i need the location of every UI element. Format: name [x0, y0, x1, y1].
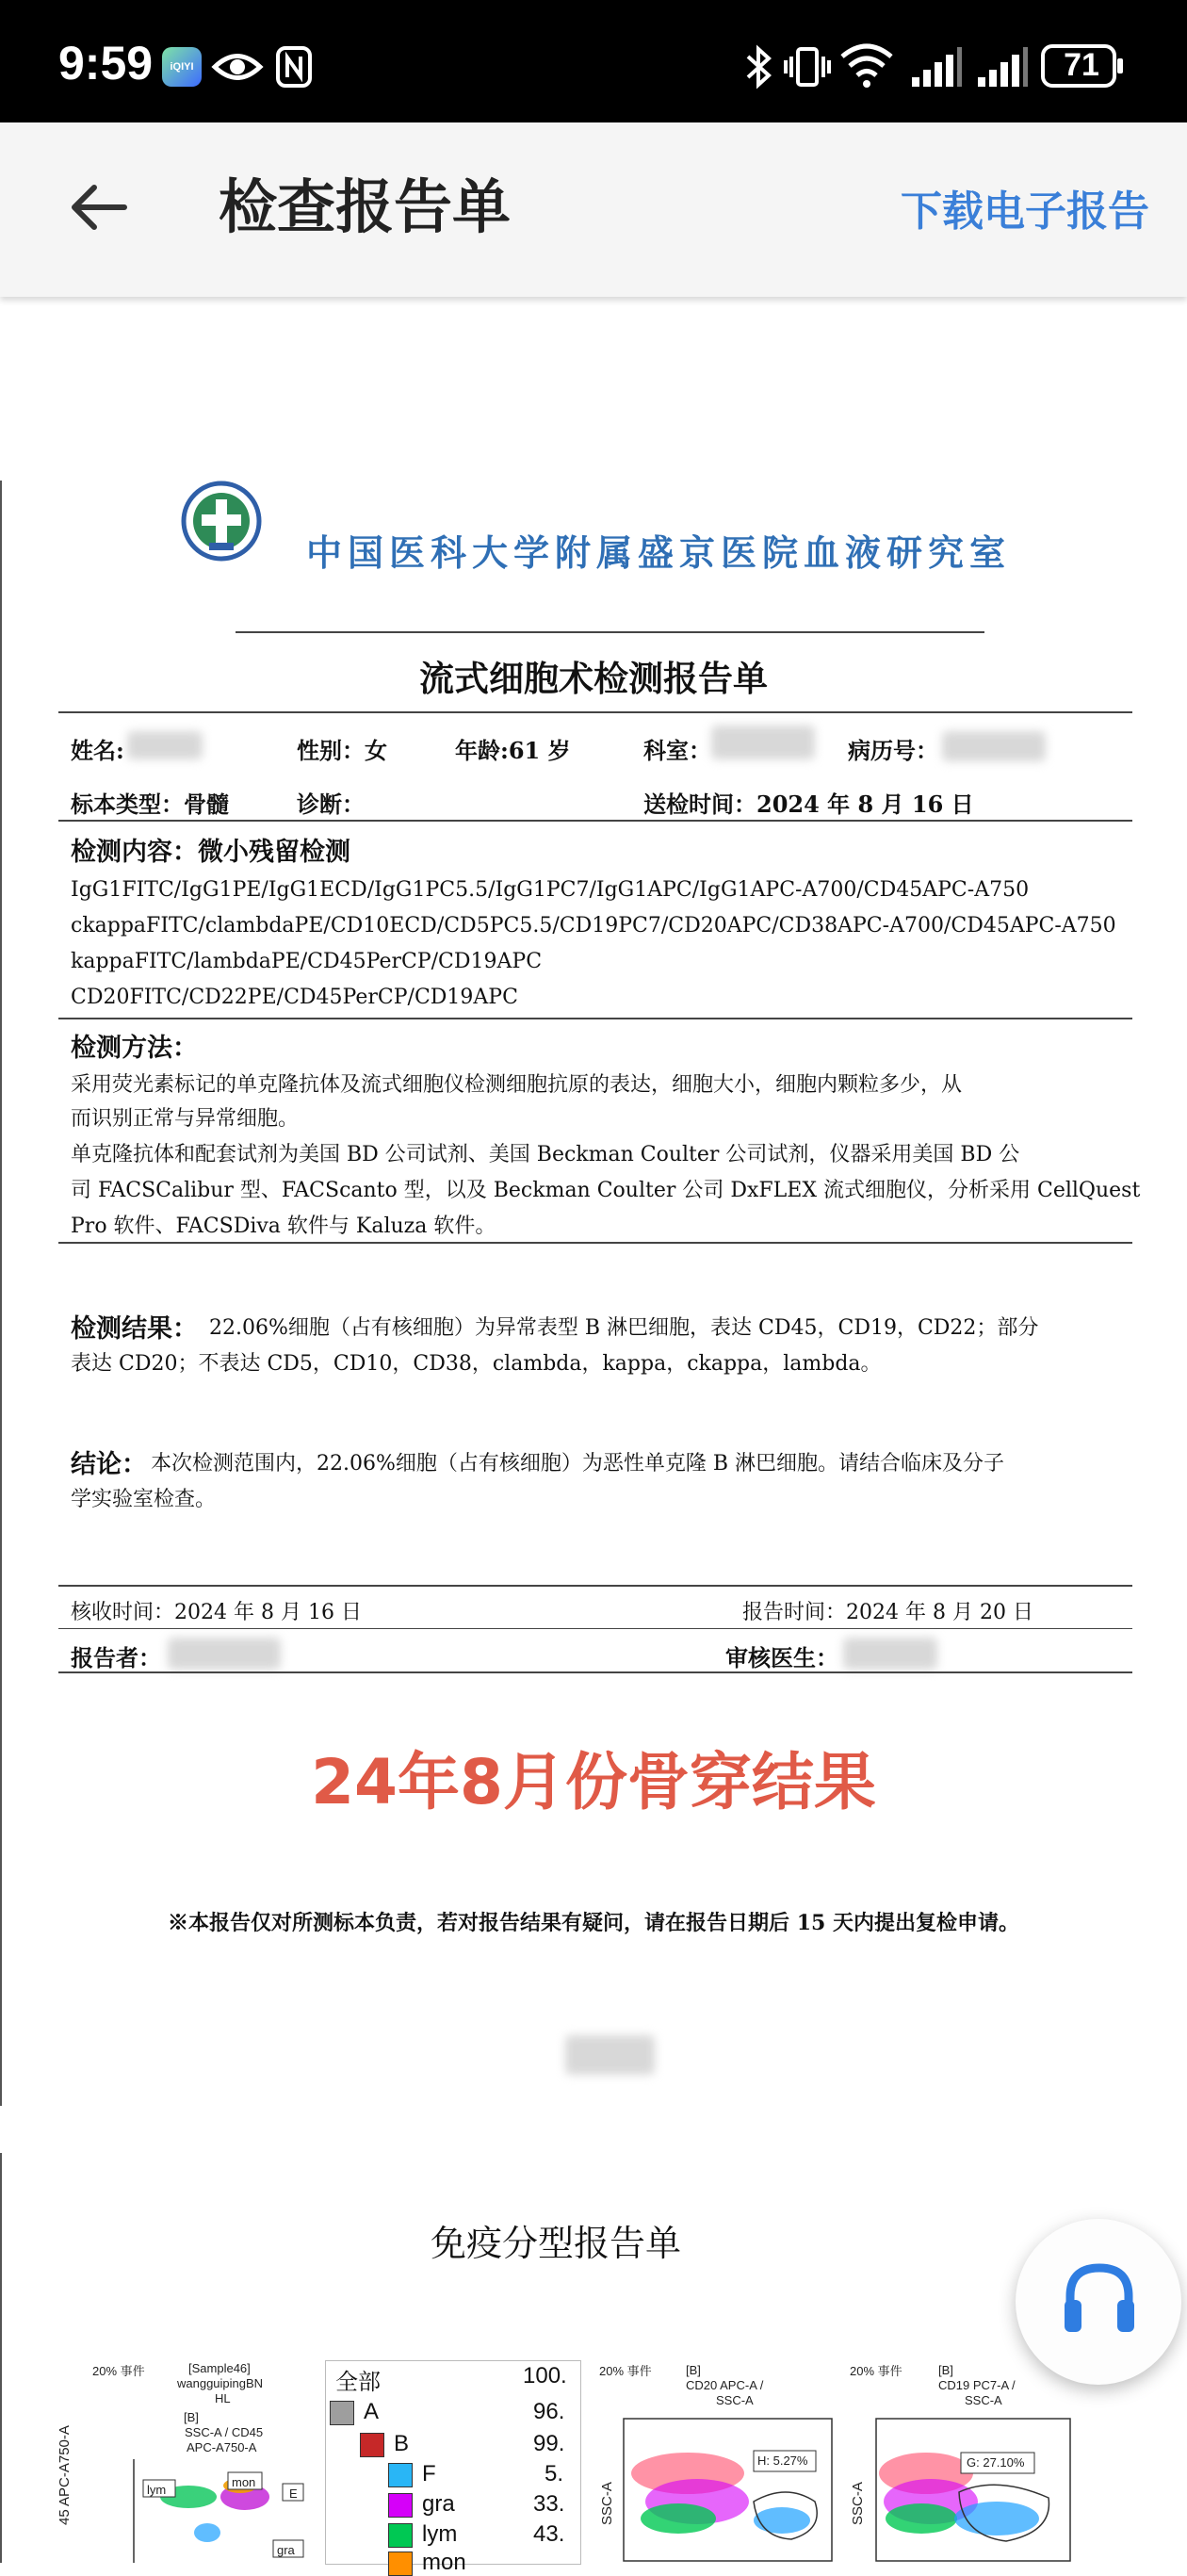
content-line: CD20FITC/CD22PE/CD45PerCP/CD19APC: [71, 986, 518, 1009]
back-arrow-icon[interactable]: [66, 174, 132, 240]
eye-icon: [211, 47, 264, 87]
content-line: IgG1FITC/IgG1PE/IgG1ECD/IgG1PC5.5/IgG1PC7/IgG1APC/IgG1APC-A700/CD45APC-A750: [71, 878, 1030, 902]
diagnosis-field: 诊断：: [297, 791, 365, 818]
tree-value: 96.: [533, 2399, 565, 2424]
plot3-ylabel: SSC-A: [850, 2482, 866, 2525]
tree-value: 100.: [523, 2363, 567, 2389]
divider: [58, 1628, 1132, 1629]
wifi-icon: [838, 41, 895, 90]
receive-time: 核收时间：2024 年 8 月 16 日: [71, 1601, 362, 1624]
divider: [58, 1585, 1132, 1587]
battery-level: 71: [1064, 47, 1099, 83]
annotation-text: 24年8月份骨穿结果: [311, 1746, 876, 1818]
tree-value: 33.: [533, 2491, 565, 2517]
page-title: 检查报告单: [219, 172, 512, 241]
bluetooth-icon: [742, 43, 774, 90]
hospital-name: 中国医科大学附属盛京医院血液研究室: [306, 531, 1012, 574]
tree-value: 43.: [533, 2521, 565, 2547]
content-section-title: 检测内容：微小残留检测: [71, 838, 350, 867]
plot2-gate: [B]: [686, 2363, 701, 2377]
content-line: kappaFITC/lambdaPE/CD45PerCP/CD19APC: [71, 950, 543, 973]
vibrate-icon: [784, 45, 831, 89]
status-time: 9:59: [58, 37, 154, 90]
reviewer-label: 审核医生：: [725, 1644, 838, 1671]
method-line: 单克隆抗体和配套试剂为美国 BD 公司试剂、美国 Beckman Coulter 公司试剂，仪器采用美国 BD 公: [71, 1143, 1020, 1166]
plot3-gate: [B]: [938, 2363, 953, 2377]
plot3-axes2: SSC-A: [965, 2393, 1002, 2407]
tree-row: A: [330, 2399, 379, 2425]
plot1-label-e: E: [289, 2486, 298, 2501]
status-bar: [0, 0, 1187, 122]
report-title: 流式细胞术检测报告单: [419, 658, 768, 699]
divider: [58, 1018, 1132, 1019]
signal-icon: [910, 45, 963, 89]
plot2-axes2: SSC-A: [716, 2393, 754, 2407]
plot1-axes2: APC-A750-A: [187, 2440, 257, 2454]
plot1-ylabel: 45 APC-A750-A: [57, 2425, 73, 2525]
plot1-axes: SSC-A / CD45: [185, 2425, 264, 2439]
method-section-title: 检测方法：: [71, 1034, 198, 1063]
plot1-label-mon: mon: [232, 2475, 256, 2489]
tree-row: B: [360, 2431, 409, 2457]
method-line: Pro 软件、FACSDiva 软件与 Kaluza 软件。: [71, 1215, 496, 1238]
plot1-label-lym: lym: [147, 2483, 167, 2497]
plot1-gate: [B]: [184, 2410, 199, 2424]
tree-value: 5.: [545, 2461, 564, 2486]
signal-icon-2: [976, 45, 1029, 89]
tree-row: 全部: [335, 2370, 381, 2395]
headset-icon[interactable]: [1057, 2257, 1142, 2341]
report2-title: 免疫分型报告单: [430, 2223, 681, 2264]
report-image-flow-cytometry[interactable]: [0, 481, 1187, 2106]
plot1-corner: 20% 事件: [92, 2364, 145, 2378]
tree-row: gra: [388, 2491, 455, 2518]
redacted-dept: [711, 726, 815, 759]
conclusion-line: 学实验室检查。: [71, 1488, 217, 1511]
reporter-label: 报告者：: [71, 1644, 161, 1671]
hospital-logo-icon: [181, 481, 262, 562]
plot2-ylabel: SSC-A: [599, 2482, 615, 2525]
method-line: 采用荧光素标记的单克隆抗体及流式细胞仪检测细胞抗原的表达，细胞大小，细胞内颗粒多少，从: [71, 1073, 963, 1097]
plot2-gate-label: H: 5.27%: [757, 2454, 808, 2468]
specimen-field: 标本类型：骨髓: [71, 791, 229, 818]
method-line: 司 FACSCalibur 型、FACScanto 型，以及 Beckman Coulter 公司 DxFLEX 流式细胞仪，分析采用 CellQuest: [71, 1179, 1141, 1202]
divider: [58, 1671, 1132, 1673]
plot2-corner: 20% 事件: [599, 2364, 652, 2378]
plot2-scatter: [622, 2417, 834, 2563]
age-field: 年龄:61 岁: [455, 737, 571, 764]
report-time: 报告时间：2024 年 8 月 20 日: [742, 1601, 1033, 1624]
plot2-axes: CD20 APC-A /: [686, 2378, 764, 2392]
redacted-reporter: [168, 1638, 281, 1670]
result-section-title: 检测结果：: [71, 1314, 198, 1344]
plot1-extra: HL: [215, 2391, 231, 2405]
tree-row: lym: [388, 2521, 457, 2548]
submit-time-field: 送检时间：2024 年 8 月 16 日: [643, 791, 974, 818]
method-line: 而识别正常与异常细胞。: [71, 1107, 300, 1131]
redacted-record-no: [942, 731, 1046, 761]
dept-label: 科室：: [643, 737, 711, 764]
divider: [236, 631, 984, 633]
redacted-reviewer: [843, 1638, 937, 1670]
iqiyi-app-icon: iQIYI: [162, 47, 202, 87]
plot1-sample: [Sample46]: [188, 2361, 251, 2375]
conclusion-line: 本次检测范围内，22.06%细胞（占有核细胞）为恶性单克隆 B 淋巴细胞。请结合临床及分子: [151, 1452, 1005, 1475]
plot1-label-gra: gra: [277, 2543, 295, 2557]
divider: [58, 820, 1132, 822]
content-line: ckappaFITC/clambdaPE/CD10ECD/CD5PC5.5/CD19PC7/CD20APC/CD38APC-A700/CD45APC-A750: [71, 914, 1116, 937]
redacted-name: [127, 731, 203, 759]
tree-value: 99.: [533, 2431, 565, 2456]
gender-field: 性别：女: [297, 737, 387, 764]
tree-row: mon: [388, 2550, 466, 2576]
divider: [58, 1242, 1132, 1244]
download-report-button[interactable]: 下载电子报告: [901, 187, 1149, 236]
disclaimer: ※本报告仅对所测标本负责，若对报告结果有疑问，请在报告日期后 15 天内提出复检申请。: [168, 1911, 1019, 1935]
result-line: 表达 CD20；不表达 CD5，CD10，CD38，clambda，kappa，ckappa，lambda。: [71, 1352, 882, 1376]
record-no-label: 病历号：: [848, 737, 938, 764]
plot3-axes: CD19 PC7-A /: [938, 2378, 1016, 2392]
tree-row: F: [388, 2461, 436, 2487]
plot3-corner: 20% 事件: [850, 2364, 902, 2378]
plot3-gate-label: G: 27.10%: [967, 2455, 1025, 2470]
result-line: 22.06%细胞（占有核细胞）为异常表型 B 淋巴细胞，表达 CD45，CD19，CD22；部分: [209, 1316, 1039, 1340]
divider: [58, 711, 1132, 713]
redacted-signature: [565, 2035, 655, 2075]
plot3-scatter: [874, 2417, 1072, 2563]
plot1-patient: wangguipingBN: [177, 2376, 264, 2390]
conclusion-section-title: 结论：: [71, 1450, 147, 1479]
nfc-icon: [275, 45, 313, 89]
name-label: 姓名:: [71, 737, 124, 764]
